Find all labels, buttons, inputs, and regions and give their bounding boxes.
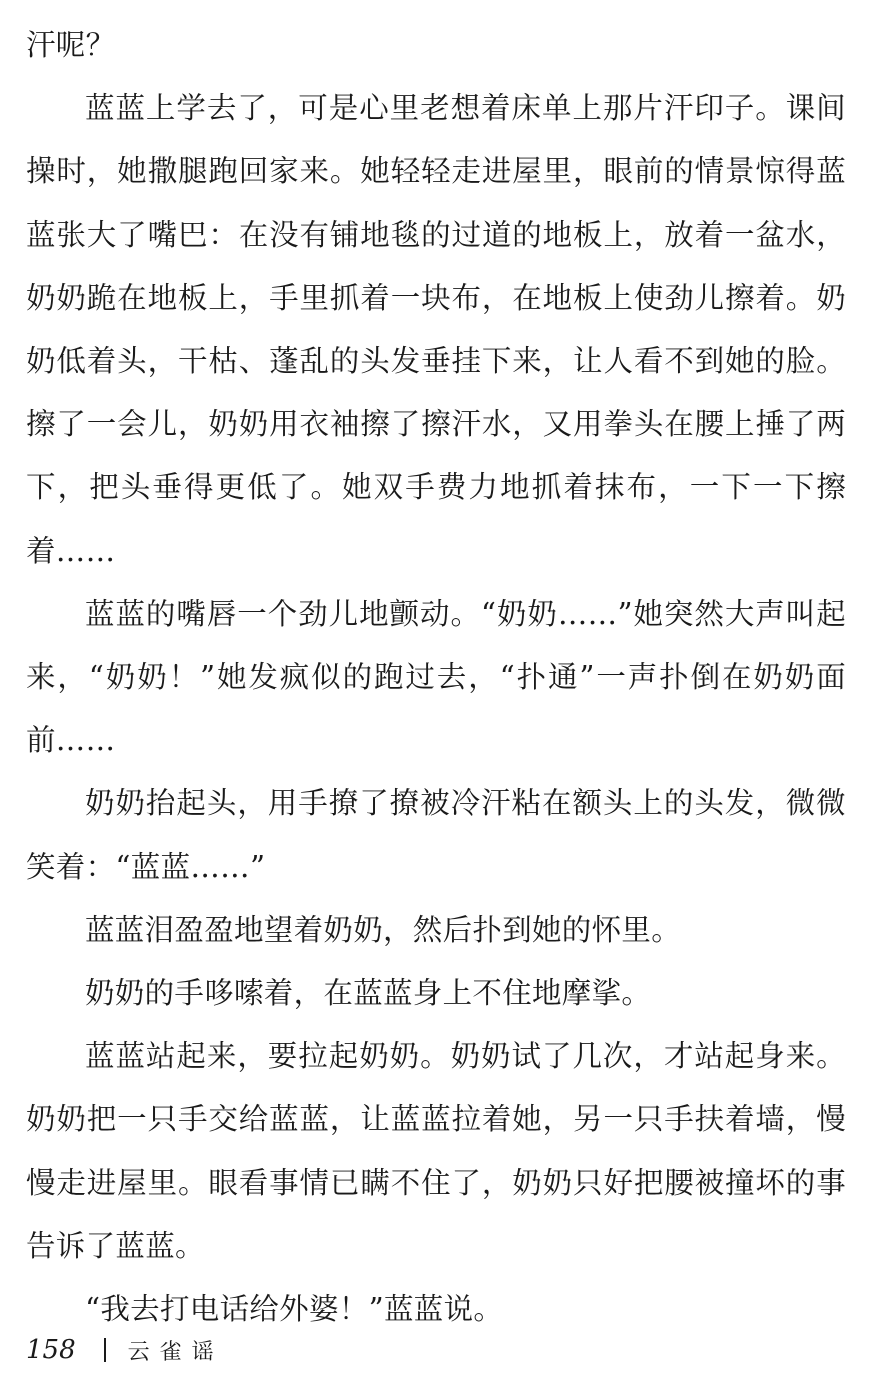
- paragraph-4: 奶奶抬起头，用手撩了撩被冷汗粘在额头上的头发，微微笑着：“蓝蓝……”: [26, 786, 846, 884]
- paragraph-8: “我去打电话给外婆！”蓝蓝说。: [85, 1292, 504, 1327]
- book-title: 云雀谣: [127, 1339, 224, 1365]
- paragraph-5: 蓝蓝泪盈盈地望着奶奶，然后扑到她的怀里。: [85, 912, 682, 947]
- page-number: 158: [26, 1335, 76, 1365]
- paragraph-1: 汗呢？: [26, 28, 116, 62]
- footer-divider: [104, 1338, 106, 1362]
- paragraph-6: 奶奶的手哆嗦着，在蓝蓝身上不住地摩挲。: [85, 976, 652, 1011]
- paragraph-3: 蓝蓝的嘴唇一个劲儿地颤动。“奶奶……”她突然大声叫起来，“奶奶！”她发疯似的跑过去，“扑通”一声扑倒在奶奶面前……: [26, 596, 846, 758]
- page-footer: [26, 1330, 224, 1370]
- paragraph-7: 蓝蓝站起来，要拉起奶奶。奶奶试了几次，才站起身来。奶奶把一只手交给蓝蓝，让蓝蓝拉着她，另一只手扶着墙，慢慢走进屋里。眼看事情已瞒不住了，奶奶只好把腰被撞坏的事告诉了蓝蓝。: [26, 1039, 846, 1263]
- page-body: [26, 14, 846, 1341]
- paragraph-2: 蓝蓝上学去了，可是心里老想着床单上那片汗印子。课间操时，她撒腿跑回家来。她轻轻走进屋里，眼前的情景惊得蓝蓝张大了嘴巴：在没有铺地毯的过道的地板上，放着一盆水，奶奶跪在地板上，手里抓着一块布，在地板上使劲儿擦着。奶奶低着头，干枯、蓬乱的头发垂挂下来，让人看不到她的脸。擦了一会儿，奶奶用衣袖擦了擦汗水，又用拳头在腰上捶了两下，把头垂得更低了。她双手费力地抓着抹布，一下一下擦着……: [26, 91, 846, 568]
